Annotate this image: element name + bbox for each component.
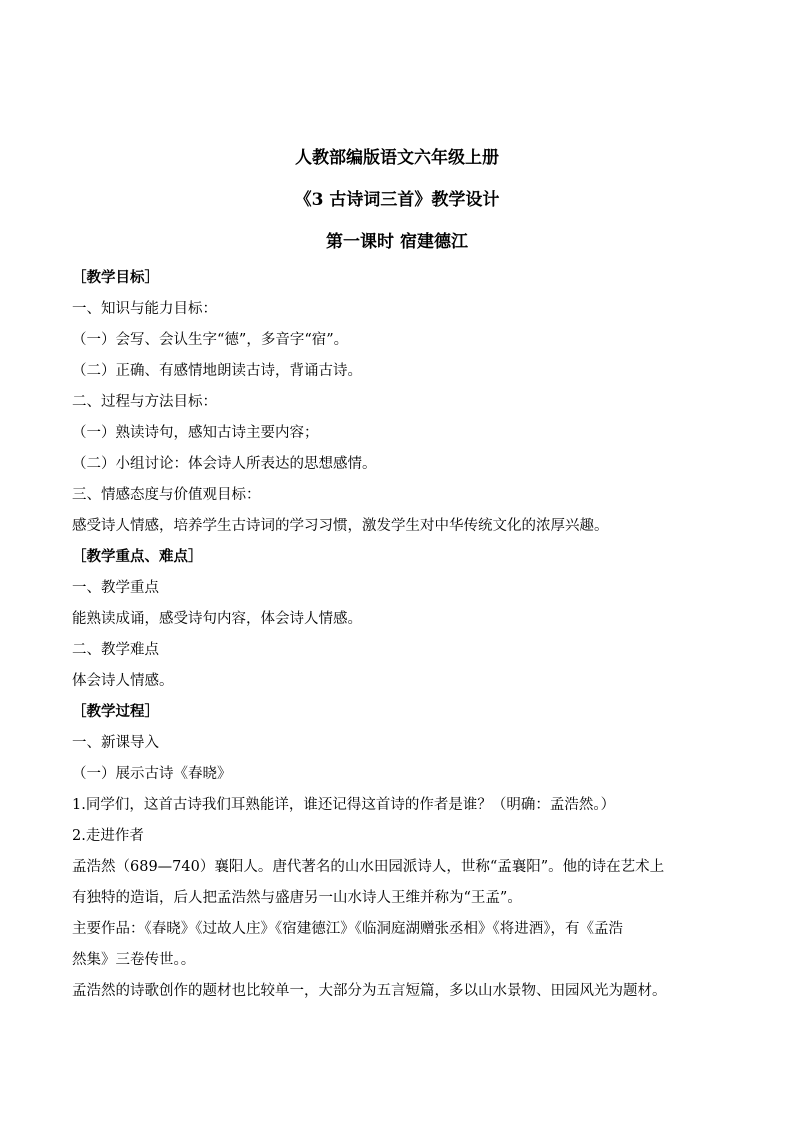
document-title: 人教部编版语文六年级上册 [295, 148, 499, 168]
body-text-line: 二、过程与方法目标： [72, 394, 217, 410]
body-text-line: （一）熟读诗句，感知古诗主要内容； [72, 425, 319, 441]
body-text-line: 体会诗人情感。 [72, 673, 174, 689]
body-text-line: 孟浩然的诗歌创作的题材也比较单一，大部分为五言短篇，多以山水景物、田园风光为题材。 [72, 983, 667, 999]
body-text-line: 主要作品：《春晓》《过故人庄》《宿建德江》《临洞庭湖赠张丞相》《将进酒》，有《孟浩 [72, 921, 623, 937]
section-heading: ［教学目标］ [72, 269, 159, 286]
body-text-line: 1.同学们，这首古诗我们耳熟能详，谁还记得这首诗的作者是谁？（明确：孟浩然。） [72, 797, 616, 813]
body-text-line: （二）正确、有感情地朗读古诗，背诵古诗。 [72, 363, 362, 379]
body-text-line: （一）展示古诗《春晓》 [72, 766, 232, 782]
document-subtitle: 《3 古诗词三首》教学设计 [294, 190, 500, 210]
body-text-line: 一、新课导入 [72, 735, 159, 751]
body-text-line: （二）小组讨论：体会诗人所表达的思想感情。 [72, 456, 377, 472]
body-text-line: 一、教学重点 [72, 580, 159, 596]
body-text-line: 然集》三卷传世。。 [72, 952, 196, 968]
section-heading: ［教学过程］ [72, 703, 159, 720]
body-text-line: 孟浩然（689—740）襄阳人。唐代著名的山水田园派诗人，世称“孟襄阳”。他的诗在艺术上 [72, 859, 665, 875]
body-text-line: 一、知识与能力目标： [72, 301, 217, 317]
body-text-line: 感受诗人情感，培养学生古诗词的学习习惯，激发学生对中华传统文化的浓厚兴趣。 [72, 518, 609, 534]
lesson-title: 第一课时 宿建德江 [326, 232, 468, 252]
body-text-line: 二、教学难点 [72, 642, 159, 658]
body-text-line: （一）会写、会认生字“德”，多音字“宿”。 [72, 332, 349, 348]
section-heading: ［教学重点、难点］ [72, 548, 203, 565]
body-text-line: 有独特的造诣，后人把孟浩然与盛唐另一山水诗人王维并称为“王孟”。 [72, 890, 522, 906]
body-text-line: 能熟读成诵，感受诗句内容，体会诗人情感。 [72, 611, 362, 627]
body-text-line: 2.走进作者 [72, 828, 144, 844]
body-text-line: 三、情感态度与价值观目标： [72, 487, 261, 503]
